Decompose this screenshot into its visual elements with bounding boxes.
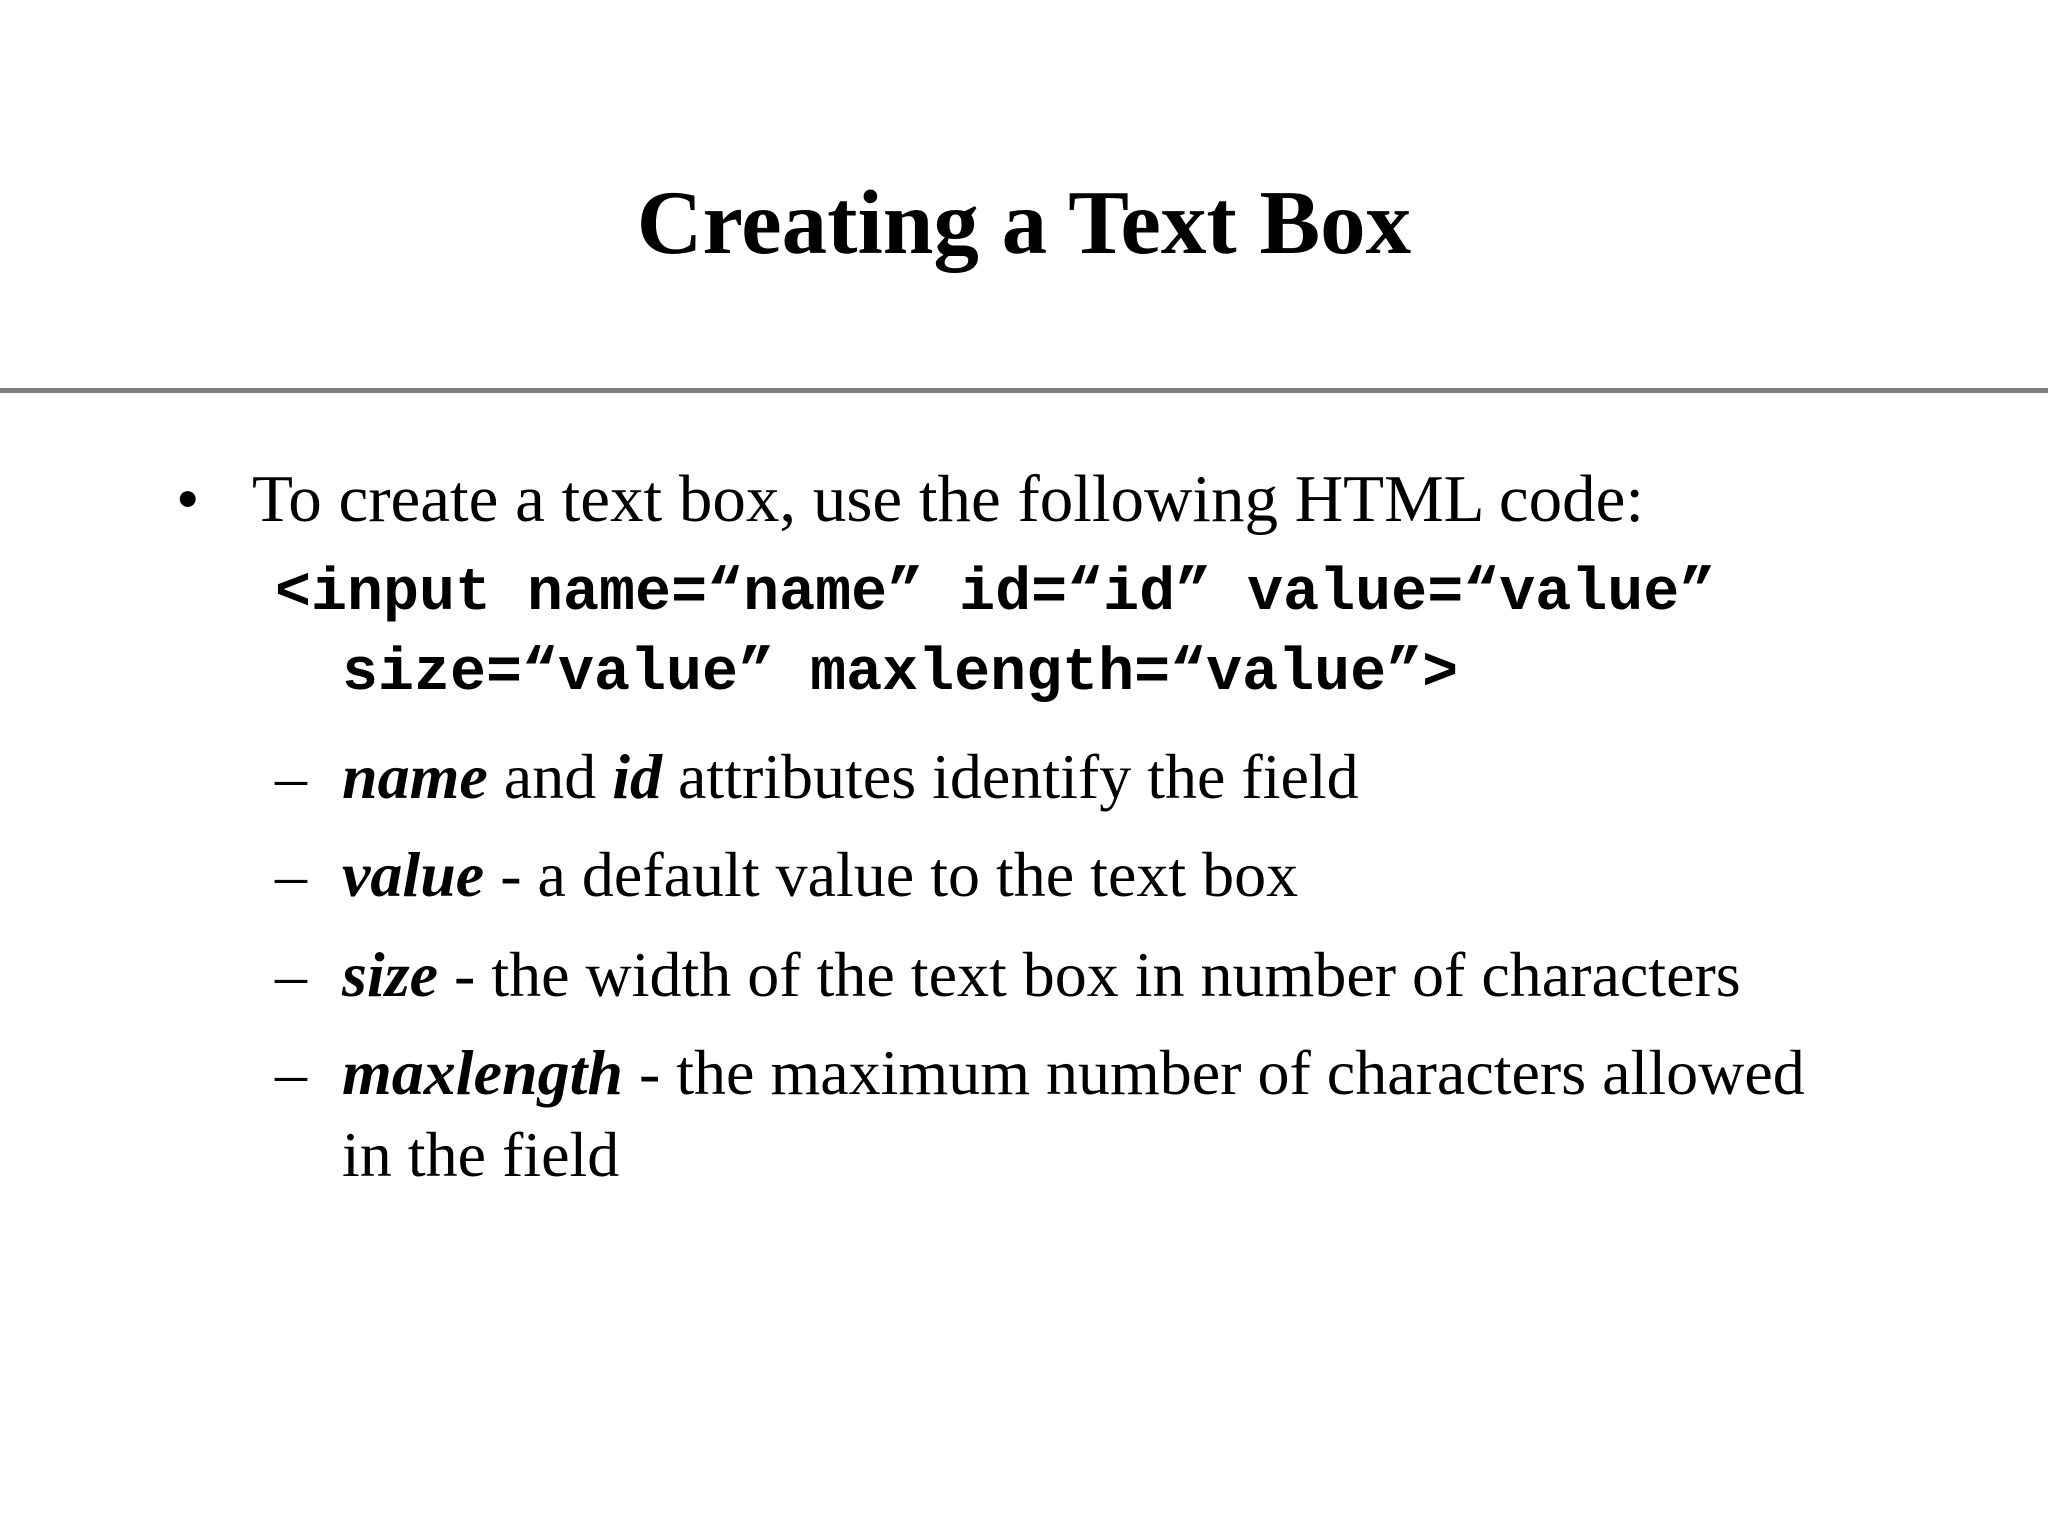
- sub-item-value: [0, 834, 2048, 916]
- code-line-2: size=“value” maxlength=“value”>: [342, 640, 1459, 708]
- description: attributes identify the field: [661, 741, 1359, 812]
- dash-marker: –: [275, 741, 307, 812]
- term-name: name: [342, 741, 488, 812]
- term-size: size: [342, 939, 438, 1010]
- slide-title: Creating a Text Box: [636, 172, 1412, 273]
- code-line-1: <input name=“name” id=“id” value=“value”: [275, 560, 1716, 628]
- connector-text: and: [487, 741, 613, 812]
- dash-marker: –: [275, 1037, 307, 1108]
- sub-item-text: [342, 1032, 1805, 1114]
- bullet-text: To create a text box, use the following HTML code:: [252, 462, 1644, 536]
- dash-marker: –: [275, 839, 307, 910]
- term-maxlength: maxlength: [342, 1037, 623, 1108]
- sub-item-size: [0, 934, 2048, 1016]
- sub-item-maxlength: [0, 1032, 2048, 1196]
- sub-item-name-id: [0, 736, 2048, 818]
- term-value: value: [342, 839, 485, 910]
- bullet-item: [0, 458, 2048, 540]
- description: - the width of the text box in number of characters: [438, 939, 1741, 1010]
- sub-item-text: [342, 934, 1741, 1016]
- bullet-marker: •: [176, 462, 200, 536]
- description: - the maximum number of characters allowed: [622, 1037, 1805, 1108]
- title-divider: [0, 388, 2048, 393]
- dash-marker: –: [275, 939, 307, 1010]
- description: - a default value to the text box: [484, 839, 1299, 910]
- term-id: id: [612, 741, 662, 812]
- sub-item-text: [342, 834, 1298, 916]
- description-continuation: in the field: [342, 1119, 620, 1190]
- sub-item-text: [342, 736, 1359, 818]
